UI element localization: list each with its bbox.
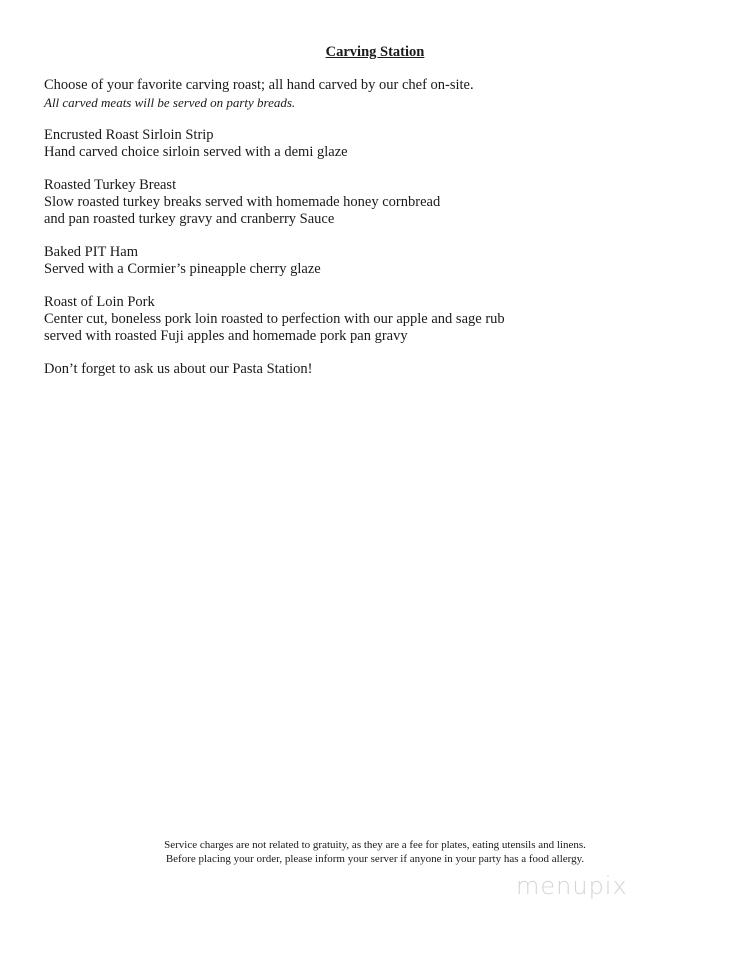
item-description: Center cut, boneless pork loin roasted to perfection with our apple and sage rub: [44, 311, 505, 327]
intro-note: All carved meats will be served on party breads.: [44, 95, 296, 110]
menu-item: [44, 244, 704, 278]
footer: [0, 838, 750, 866]
closing-note: Don’t forget to ask us about our Pasta Station!: [44, 361, 313, 377]
page-title: Carving Station: [325, 44, 425, 60]
item-name: Encrusted Roast Sirloin Strip: [44, 127, 214, 143]
intro-section: [44, 77, 704, 111]
item-description: served with roasted Fuji apples and homemade pork pan gravy: [44, 328, 408, 344]
item-description: Served with a Cormier’s pineapple cherry glaze: [44, 261, 321, 277]
menu-item: [44, 127, 704, 161]
menu-item: [44, 177, 704, 228]
item-name: Roast of Loin Pork: [44, 294, 155, 310]
footer-service-charge-note: Service charges are not related to gratuity, as they are a fee for plates, eating utensils and linens.: [164, 839, 586, 851]
item-description: and pan roasted turkey gravy and cranberry Sauce: [44, 211, 335, 227]
footer-allergy-note: Before placing your order, please inform your server if anyone in your party has a food allergy.: [165, 853, 585, 865]
item-name: Roasted Turkey Breast: [44, 177, 177, 193]
item-description: Hand carved choice sirloin served with a demi glaze: [44, 144, 348, 160]
menu-item: [44, 294, 704, 345]
item-name: Baked PIT Ham: [44, 244, 138, 260]
item-description: Slow roasted turkey breaks served with homemade honey cornbread: [44, 194, 441, 210]
watermark-logo: menupix: [516, 872, 628, 900]
intro-text: Choose of your favorite carving roast; all hand carved by our chef on-site.: [44, 77, 474, 93]
menu-content: [44, 77, 704, 378]
